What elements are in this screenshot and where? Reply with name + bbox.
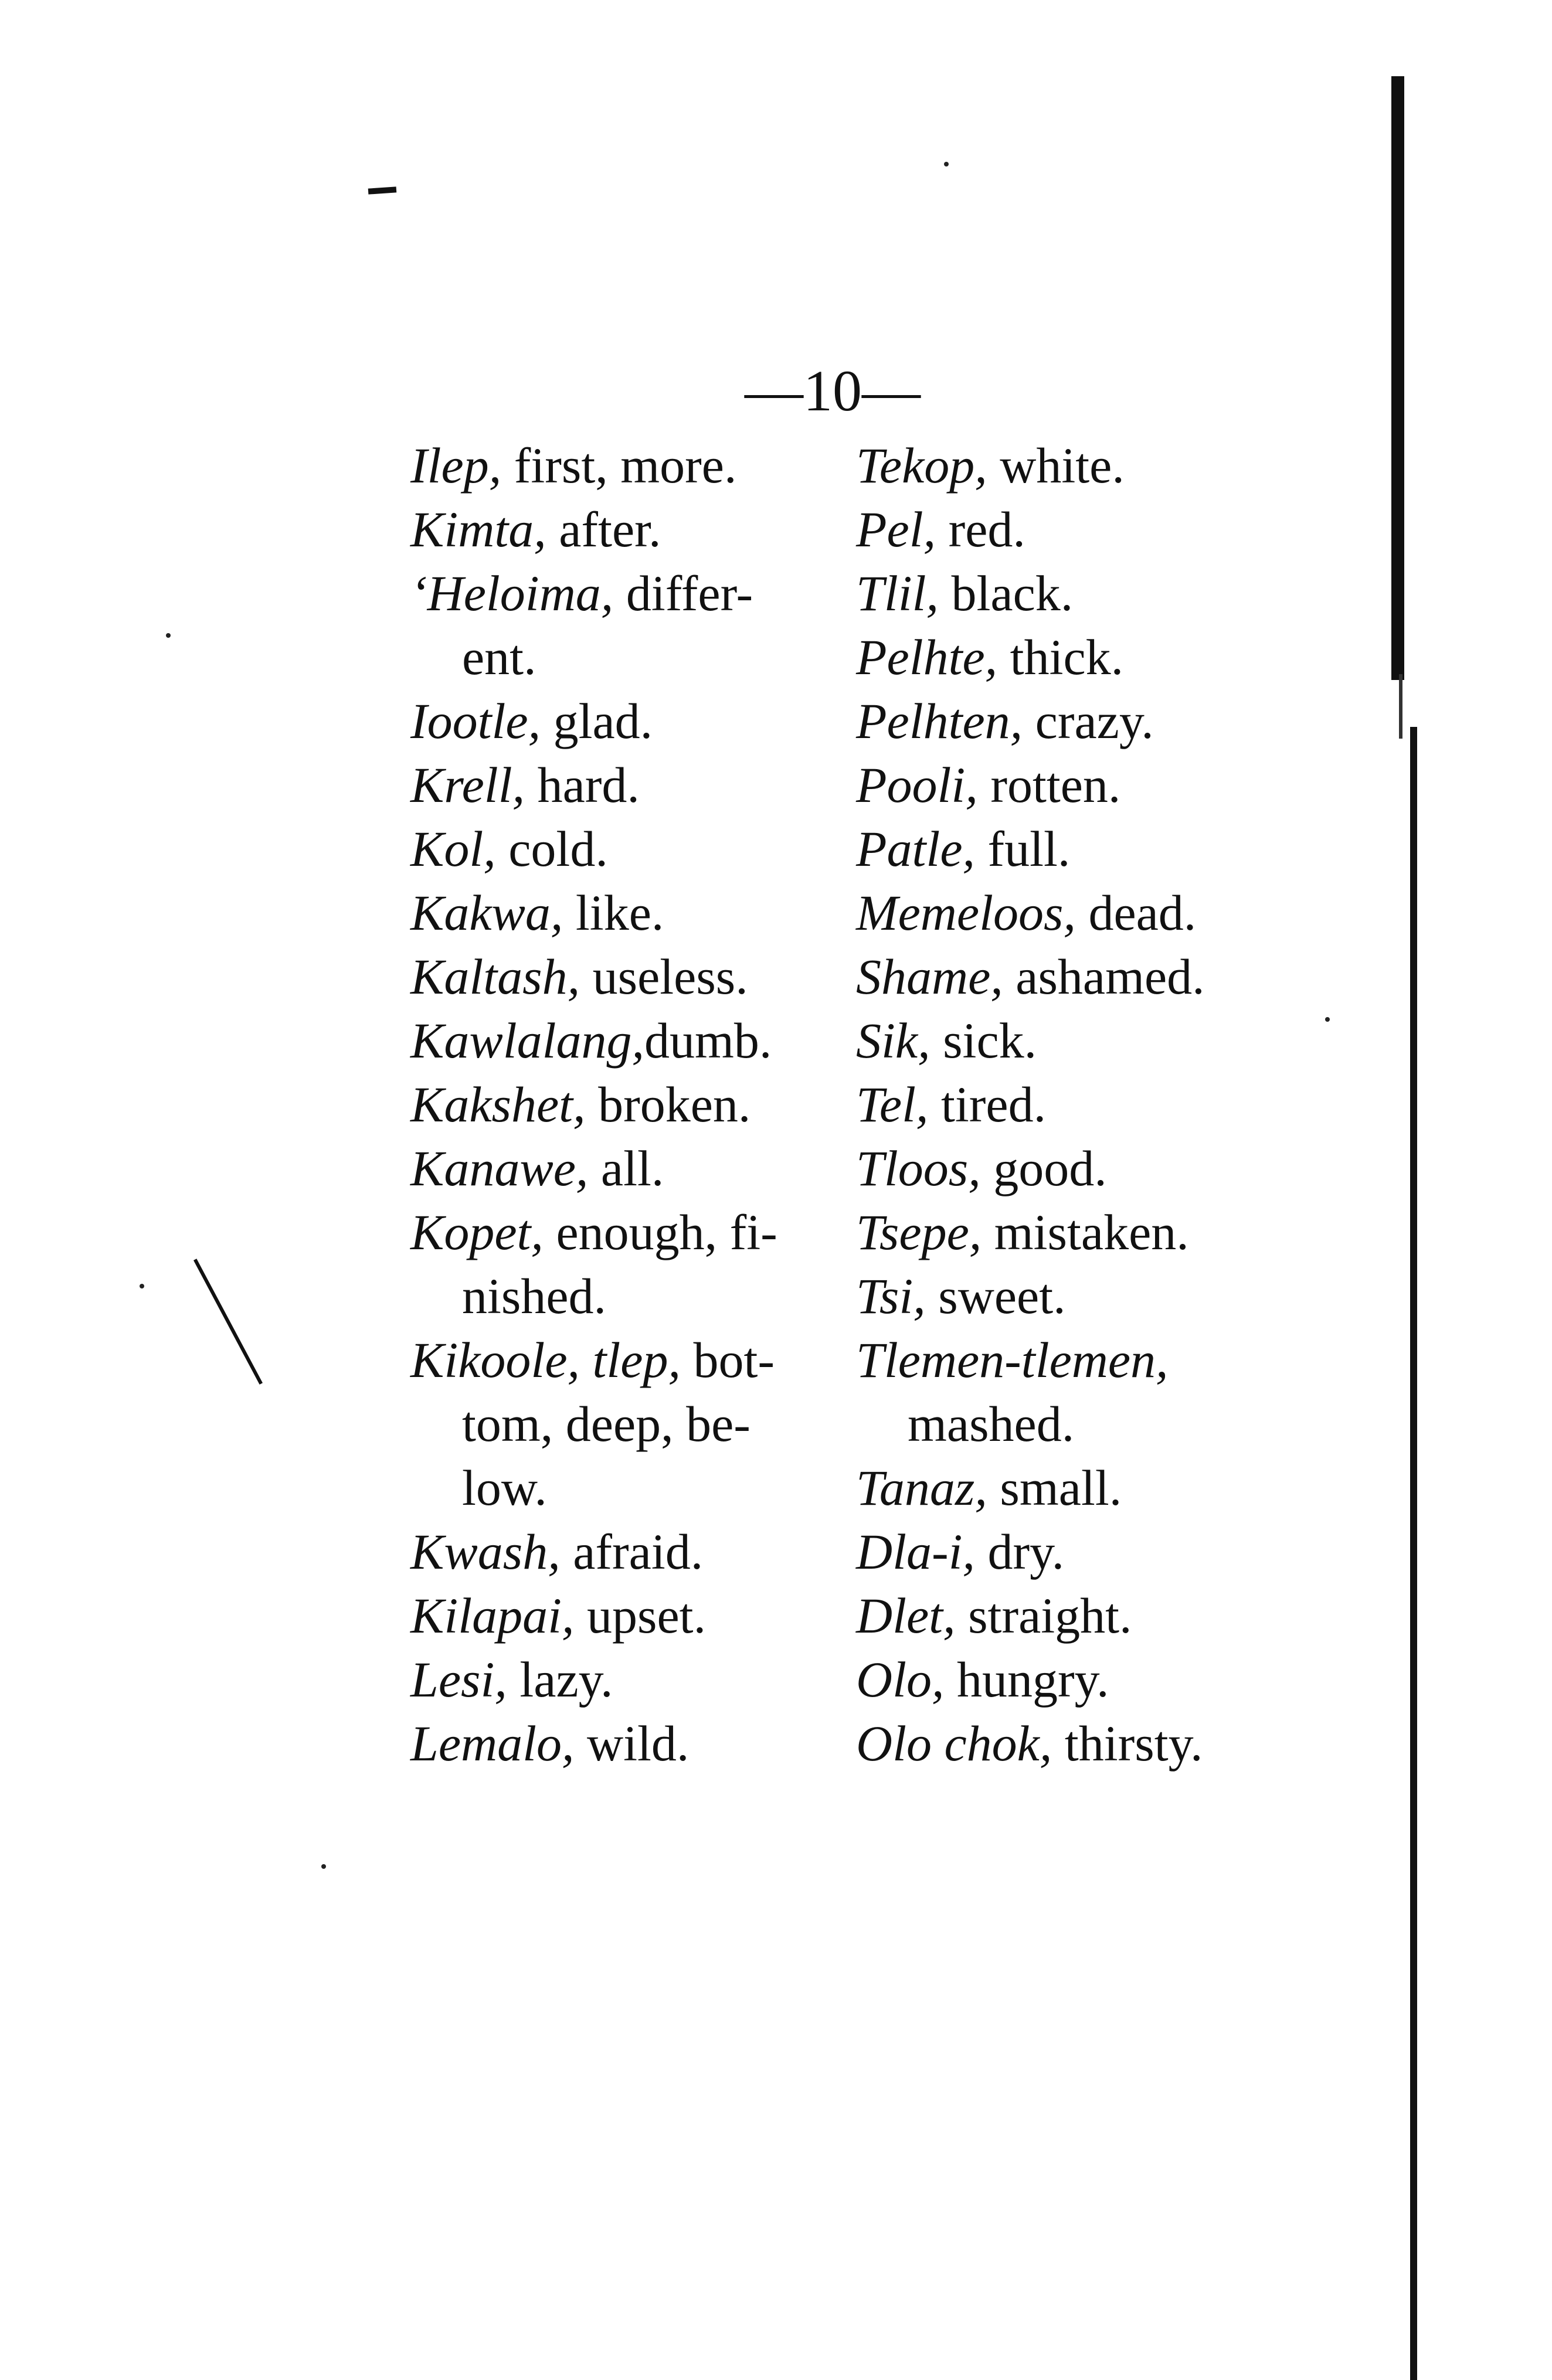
vocab-entry	[856, 498, 1337, 562]
entry-gloss: low.	[462, 1460, 547, 1516]
entry-headword: Kol,	[410, 821, 496, 877]
vocab-entry	[856, 434, 1337, 498]
entry-gloss: nished.	[462, 1268, 607, 1324]
entry-gloss: hungry.	[944, 1651, 1109, 1708]
entry-gloss: glad.	[541, 693, 653, 749]
entry-gloss: upset.	[574, 1587, 707, 1644]
vocab-entry	[856, 1456, 1337, 1520]
entry-gloss: afraid.	[560, 1524, 704, 1580]
entry-headword: Kawlalang,	[410, 1012, 645, 1069]
entry-gloss: ent.	[462, 629, 536, 685]
entry-headword: Tlemen-tlemen,	[856, 1332, 1169, 1388]
entry-gloss: dry.	[975, 1524, 1065, 1580]
entry-gloss: tired.	[928, 1076, 1047, 1133]
left-column	[410, 434, 833, 1776]
entry-gloss: thirsty.	[1052, 1715, 1203, 1772]
entry-gloss: black.	[939, 565, 1074, 621]
scan-speck	[944, 162, 949, 166]
entry-gloss: rotten.	[977, 757, 1121, 813]
scan-speck	[166, 633, 171, 638]
entry-headword: Pooli,	[856, 757, 978, 813]
right-edge-rule-lower	[1410, 727, 1417, 2380]
vocab-entry	[856, 1648, 1337, 1712]
vocab-entry	[410, 498, 833, 562]
vocab-entry	[410, 625, 833, 689]
vocab-entry	[856, 1392, 1337, 1456]
entry-headword: Tekop,	[856, 437, 987, 494]
vocab-entry	[410, 689, 833, 753]
vocab-entry	[410, 1264, 833, 1328]
entry-gloss: small.	[987, 1460, 1122, 1516]
vocab-entry	[856, 881, 1337, 945]
right-edge-rule-joint	[1399, 674, 1402, 739]
scan-mark-slash	[193, 1259, 263, 1385]
entry-headword: Olo chok,	[856, 1715, 1052, 1772]
vocab-entry	[410, 1201, 833, 1264]
entry-gloss: sick.	[930, 1012, 1037, 1069]
entry-headword: Kikoole, tlep,	[410, 1332, 681, 1388]
entry-headword: Tlil,	[856, 565, 939, 621]
entry-headword: Tel,	[856, 1076, 929, 1133]
vocab-entry	[410, 817, 833, 881]
entry-gloss: mistaken.	[982, 1204, 1189, 1260]
vocab-entry	[410, 753, 833, 817]
vocab-entry	[410, 1073, 833, 1137]
entry-gloss: cold.	[495, 821, 608, 877]
vocab-entry	[856, 625, 1337, 689]
entry-gloss: differ-	[613, 565, 753, 621]
entry-headword: Pelhte,	[856, 629, 998, 685]
entry-headword: Pel,	[856, 501, 936, 557]
vocab-entry	[410, 562, 833, 625]
entry-headword: Kaltash,	[410, 948, 580, 1005]
vocab-entry	[410, 1456, 833, 1520]
entry-gloss: all.	[588, 1140, 664, 1196]
vocab-entry	[856, 1073, 1337, 1137]
right-edge-rule	[1391, 76, 1404, 680]
entry-gloss: dumb.	[644, 1012, 772, 1069]
entry-gloss: hard.	[525, 757, 640, 813]
entry-gloss: ashamed.	[1003, 948, 1205, 1005]
vocab-entry	[856, 817, 1337, 881]
entry-gloss: full.	[975, 821, 1071, 877]
scan-speck	[140, 1284, 144, 1288]
entry-gloss: after.	[546, 501, 661, 557]
entry-gloss: sweet.	[925, 1268, 1066, 1324]
scan-speck	[321, 1864, 326, 1869]
entry-headword: Kopet,	[410, 1204, 544, 1260]
entry-headword: Olo,	[856, 1651, 945, 1708]
entry-gloss: enough, fi-	[543, 1204, 777, 1260]
entry-headword: Krell,	[410, 757, 525, 813]
entry-headword: Tsi,	[856, 1268, 926, 1324]
entry-gloss: good.	[980, 1140, 1107, 1196]
vocab-entry	[856, 1201, 1337, 1264]
entry-gloss: straight.	[955, 1587, 1132, 1644]
vocab-entry	[410, 1137, 833, 1201]
vocab-entry	[856, 1584, 1337, 1648]
entry-headword: Lesi,	[410, 1651, 507, 1708]
vocab-entry	[410, 1328, 833, 1392]
page-number: —10—	[745, 358, 921, 423]
entry-headword: Shame,	[856, 948, 1003, 1005]
entry-headword: Lemalo,	[410, 1715, 575, 1772]
vocab-entry	[856, 1264, 1337, 1328]
entry-headword: Iootle,	[410, 693, 541, 749]
entry-gloss: like.	[563, 885, 664, 941]
entry-gloss: wild.	[574, 1715, 690, 1772]
vocab-entry	[410, 1520, 833, 1584]
entry-headword: Kilapai,	[410, 1587, 575, 1644]
vocab-entry	[410, 434, 833, 498]
entry-headword: Patle,	[856, 821, 975, 877]
vocab-entry	[410, 881, 833, 945]
vocab-entry	[856, 753, 1337, 817]
entry-gloss: lazy.	[507, 1651, 613, 1708]
entry-headword: Kimta,	[410, 501, 546, 557]
entry-headword: Kanawe,	[410, 1140, 589, 1196]
vocab-entry	[856, 945, 1337, 1009]
vocab-entry	[410, 1392, 833, 1456]
vocab-entry	[856, 562, 1337, 625]
entry-headword: Ilep,	[410, 437, 502, 494]
entry-headword: Kwash,	[410, 1524, 561, 1580]
entry-gloss: broken.	[585, 1076, 751, 1133]
entry-headword: Tloos,	[856, 1140, 981, 1196]
entry-gloss: tom, deep, be-	[462, 1396, 750, 1452]
entry-gloss: dead.	[1075, 885, 1197, 941]
vocab-entry	[410, 945, 833, 1009]
vocab-entry	[856, 1137, 1337, 1201]
entry-gloss: crazy.	[1023, 693, 1154, 749]
entry-gloss: white.	[987, 437, 1125, 494]
entry-gloss: bot-	[680, 1332, 775, 1388]
right-column	[856, 434, 1337, 1776]
vocab-entry	[410, 1648, 833, 1712]
entry-headword: Kakshet,	[410, 1076, 586, 1133]
entry-headword: Dlet,	[856, 1587, 956, 1644]
entry-headword: ‘Heloima,	[410, 565, 614, 621]
entry-gloss: useless.	[580, 948, 748, 1005]
scan-mark-dash	[368, 186, 397, 194]
entry-gloss: first, more.	[501, 437, 737, 494]
entry-headword: Tsepe,	[856, 1204, 982, 1260]
vocab-entry	[410, 1009, 833, 1073]
vocab-entry	[856, 1712, 1337, 1776]
entry-headword: Sik,	[856, 1012, 930, 1069]
vocab-entry	[856, 1328, 1337, 1392]
entry-gloss: red.	[936, 501, 1025, 557]
entry-headword: Memeloos,	[856, 885, 1076, 941]
entry-gloss: thick.	[997, 629, 1124, 685]
vocab-entry	[410, 1712, 833, 1776]
entry-gloss: mashed.	[908, 1396, 1075, 1452]
entry-headword: Pelhten,	[856, 693, 1023, 749]
entry-headword: Kakwa,	[410, 885, 563, 941]
entry-headword: Dla-i,	[856, 1524, 976, 1580]
vocab-entry	[856, 689, 1337, 753]
entry-headword: Tanaz,	[856, 1460, 987, 1516]
vocab-entry	[856, 1009, 1337, 1073]
vocab-entry	[856, 1520, 1337, 1584]
vocab-entry	[410, 1584, 833, 1648]
